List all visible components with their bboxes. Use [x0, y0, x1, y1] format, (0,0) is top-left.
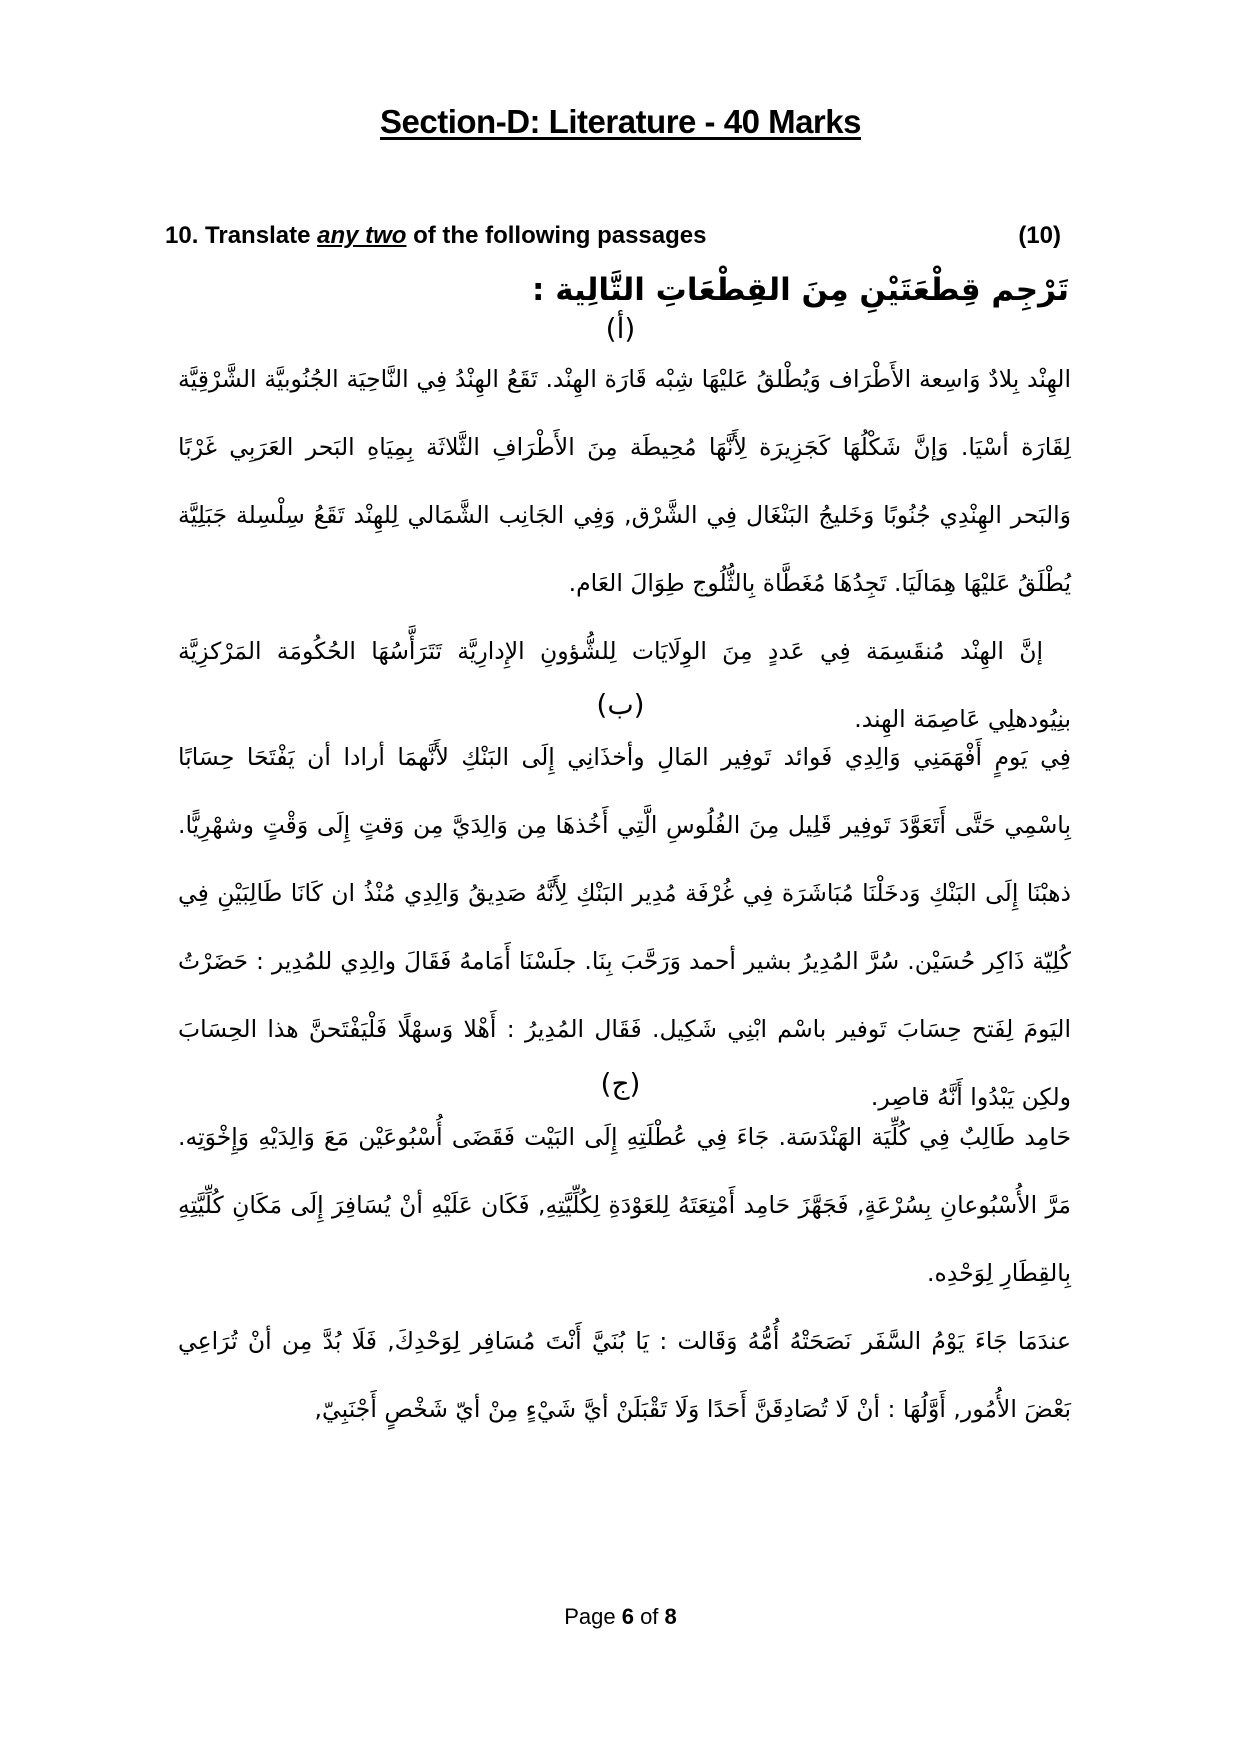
question-header [165, 222, 1061, 250]
passage-a-label: (أ) [605, 312, 636, 345]
passage-c [178, 1103, 1071, 1443]
footer-of-word: of [633, 1604, 665, 1629]
question-emphasis: any two [317, 222, 407, 249]
section-title: Section-D: Literature - 40 Marks [380, 103, 861, 140]
question-marks: (10) [1018, 222, 1061, 249]
passage-b-label: (ب) [596, 688, 645, 721]
passage-b-paragraph-1: فِي يَومٍ أَفْهَمَنِي وَالِدِي فَوائد تَوفِير المَالِ وأخذَانِي إِلَى البَنْكِ لأَنَّهمَا أرادا أن يَفْتَحَا حِسَابًا بِاسْمِي حَتَّى أَتَعَوَّدَ تَوفِير قَلِيل مِنَ الفُلُوسِ الَّتِي أَخُذهَا مِن وَالِدَيَّ مِن وَقتٍ إِلَى وَقْتٍ وشهْرِيًّا. ذهبْنَا إِلَى البَنْكِ وَدخَلْنَا مُبَاشَرَة فِي غُرْفَة مُدِير البَنْكِ لِأَنَّهُ صَدِيقُ وَالِدِي مُنْذُ ان كَانَا طَالِبَيْنِ فِي كُلِيّة ذَاكِر حُسَيْن. سُرَّ المُدِيرُ بشير أحمد وَرَحَّبَ بِنَا. جلَسْنَا أَمَامهُ فَقَالَ والِدِي للمُدِير : حَضَرْتُ اليَومَ لِفَتح حِسَابَ تَوفير باسْم ابْنِي شَكِيل. فَقَال المُدِيرُ : أَهْلا وَسهْلًا فَلْيَفْتَحنَّ هذا الحِسَابَ ولكِن يَبْدُوا أَنَّهُ قاصِر. [178, 743, 1071, 1111]
arabic-instruction: تَرْجِم قِطْعَتَيْنِ مِنَ القِطْعَاتِ التَّالِية : [532, 272, 1069, 308]
passage-c-paragraph-2: عندَمَا جَاءَ يَوْمُ السَّفَر نَصَحَتْهُ أُمُّهُ وَقَالت : يَا بُنَيَّ أَنْتَ مُسَافِر لِوَحْدِكَ, فَلَا بُدَّ مِن أنْ تُرَاعِي بَعْضَ الأُمُور, أَوَّلُهَا : أنْ لَا تُصَادِقَنَّ أَحَدًا وَلَا تَقْبَلَنْ أيَّ شَيْءٍ مِنْ أيّ شَخْصٍ أَجْنَبِيّ, [178, 1327, 1071, 1423]
question-rest: of the following passages [406, 222, 707, 249]
passage-c-paragraph-1: حَامِد طَالِبٌ فِي كُلِّيَة الهَنْدَسَة. جَاءَ فِي عُطْلَتِهِ إِلَى البَيْت فَقَضَى أُسْبُوعَيْن مَعَ وَالِدَيْهِ وَإِخْوَتِه. مَرَّ الأُسْبُوعانِ بِسُرْعَةٍ, فَجَهَّزَ حَامِد أَمْتِعَتَهُ لِلعَوْدَةِ لِكُلِّيَّتِهِ, فَكَان عَلَيْهِ أنْ يُسَافِرَ إِلَى مَكَانِ كُلِّيَّتِهِ بِالقِطَارِ لِوَحْدِه. [178, 1123, 1071, 1287]
passage-a-paragraph-2: إنَّ الهِنْد مُنقَسِمَة فِي عَددٍ مِنَ الوِلَايَات لِلشُّؤونِ الإِدارِيَّة تَتَرَأَّسُهَا الحُكُومَة المَرْكزِيَّة بنِيُودهلِي عَاصِمَة الهِند. [178, 637, 1071, 733]
footer-page-total: 8 [664, 1604, 677, 1629]
footer-page-word: Page [564, 1604, 622, 1629]
question-prefix: 10. Translate [165, 222, 318, 249]
footer-page-number: 6 [621, 1604, 634, 1629]
question-instruction [165, 222, 706, 250]
passage-a-paragraph-1: الهِنْد بِلادٌ وَاسِعة الأَطْرَاف وَيُطْلقُ عَليْهَا شِبْه قَارَة الهِنْد. تَقَعُ الهِنْدُ فِي النَّاحِيَة الجُنُوبيَّة الشَّرْقِيَّة لِقَارَة أسْيَا. وَإنَّ شَكْلُهَا كَجَزِيرَة لِأَنَّهَا مُحِيطَة مِنَ الأَطْرَافِ الثَّلاثَة بِمِيَاهِ البَحر العَرَبِي غَرْبًا وَالبَحر الهِنْدِي جُنُوبًا وَخَليجُ البَنْغَال فِي الشَّرْق, وَفِي الجَانِب الشَّمَالي لِلهِنْد تَقَعُ سِلْسِلة جَبَلِيَّة يُطْلَقُ عَليْهَا هِمَالَيَا. تَجِدُهَا مُغَطَّاة بِالثُّلُوج طِوَالَ العَام. [178, 365, 1071, 597]
page-footer [0, 1604, 1241, 1630]
passage-c-label: (ج) [600, 1067, 641, 1100]
